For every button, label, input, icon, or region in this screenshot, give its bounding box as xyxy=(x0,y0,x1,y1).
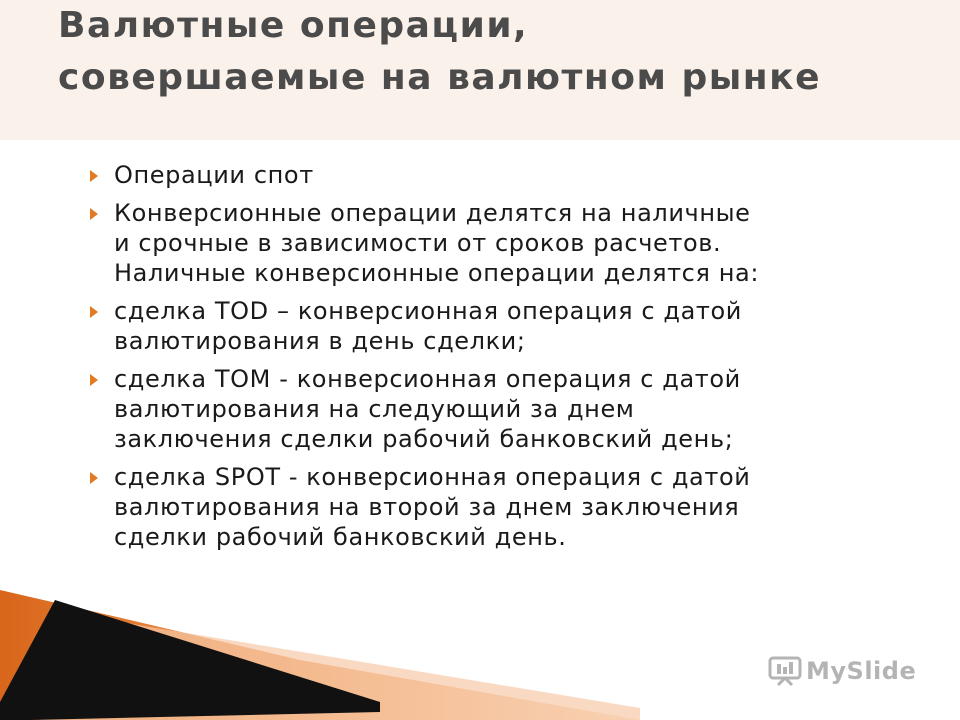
triangle-arrow-right-icon xyxy=(90,374,98,386)
bullet-line: валютирования в день сделки; xyxy=(114,327,526,355)
bullet-line: валютирования на второй за днем заключения xyxy=(114,493,740,521)
bullet-line: заключения сделки рабочий банковский день; xyxy=(114,425,734,453)
bullet-line: Операции спот xyxy=(114,161,314,189)
bullet-item xyxy=(86,364,916,454)
bullet-item xyxy=(86,296,916,356)
presentation-board-icon xyxy=(768,656,802,686)
bullet-line: сделка TOD – конверсионная операция с датой xyxy=(114,297,742,325)
triangle-arrow-right-icon xyxy=(90,306,98,318)
bullet-item xyxy=(86,198,916,288)
bullet-line: Наличные конверсионные операции делятся на: xyxy=(114,259,760,287)
slide-title-line: совершаемые на валютном рынке xyxy=(58,57,822,98)
bullet-line: Конверсионные операции делятся на наличные xyxy=(114,199,751,227)
slide-title-line: Валютные операции, xyxy=(58,5,529,46)
bullet-item xyxy=(86,462,916,552)
watermark xyxy=(768,656,916,686)
slide-title xyxy=(58,0,821,104)
corner-decoration xyxy=(0,590,640,720)
triangle-arrow-right-icon xyxy=(90,170,98,182)
slide-content xyxy=(86,160,916,560)
triangle-arrow-right-icon xyxy=(90,208,98,220)
triangle-arrow-right-icon xyxy=(90,472,98,484)
bullet-line: валютирования на следующий за днем xyxy=(114,395,635,423)
bullet-item xyxy=(86,160,916,190)
watermark-text: MySlide xyxy=(806,657,917,685)
bullet-line: сделка TOM - конверсионная операция с датой xyxy=(114,365,741,393)
bullet-list xyxy=(86,160,916,552)
bullet-line: и срочные в зависимости от сроков расчетов. xyxy=(114,229,722,257)
bullet-line: сделки рабочий банковский день. xyxy=(114,523,567,551)
bullet-line: сделка SPOT - конверсионная операция с датой xyxy=(114,463,751,491)
